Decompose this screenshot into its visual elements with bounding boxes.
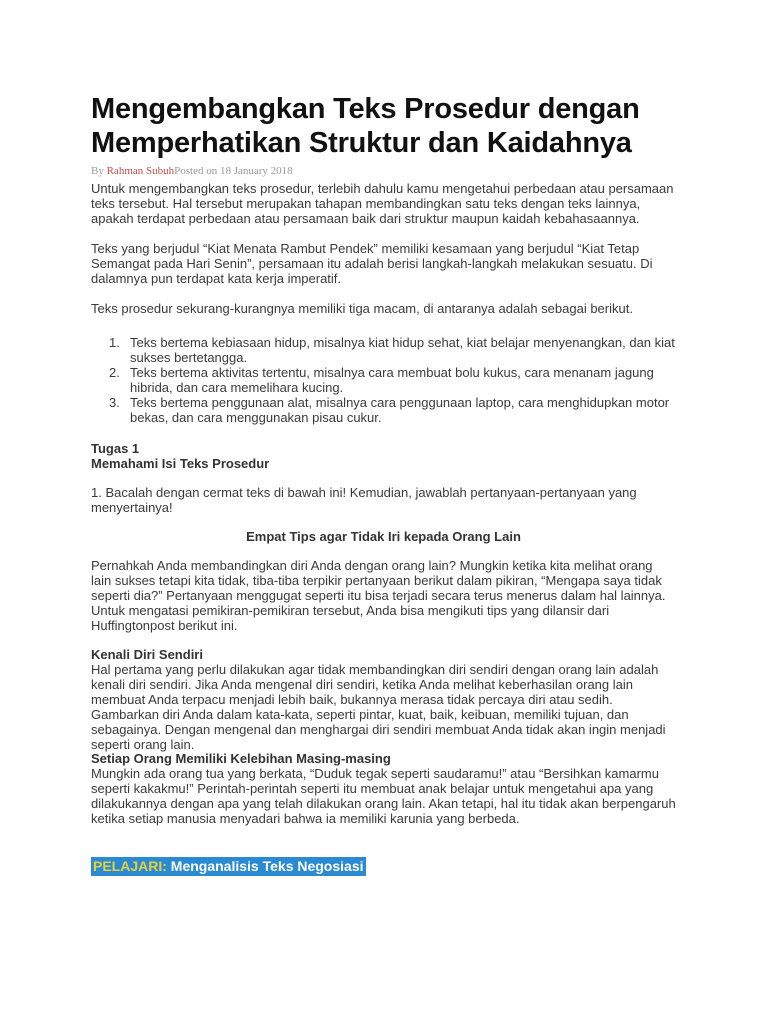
list-item: 3. Teks bertema penggunaan alat, misalnya cara penggunaan laptop, cara menghidupkan motor bekas, dan cara menggunakan pisau cukur. xyxy=(109,395,670,425)
comparison-paragraph: Teks yang berjudul “Kiat Menata Rambut Pendek” memiliki kesamaan yang berjudul “Kiat Tetap Semangat pada Hari Senin”, persamaan itu adalah berisi langkah-langkah melakukan sesuatu. Di dalamnya pun terdapat kata kerja imperatif. xyxy=(91,241,653,286)
author-link[interactable]: Rahman Subuh xyxy=(106,165,175,177)
types-paragraph: Teks prosedur sekurang-kurangnya memiliki tiga macam, di antaranya adalah sebagai berikut. xyxy=(91,301,633,316)
section2-heading: Setiap Orang Memiliki Kelebihan Masing-masing xyxy=(91,751,391,766)
section2-body: Mungkin ada orang tua yang berkata, “Duduk tegak seperti saudaramu!” atau “Bersihkan kamarmu seperti kakakmu!” Perintah-perintah seperti itu membuat anak belajar untuk mengetahui apa yang dilakukannya dengan apa yang telah dilakukan orang lain. Akan tetapi, hal itu tidak akan berpengaruh ketika setiap manusia menyadari bahwa ia memiliki karunia yang berbeda. xyxy=(91,766,676,826)
byline xyxy=(91,165,293,177)
cta-link-text[interactable]: Menganalisis Teks Negosiasi xyxy=(166,858,364,874)
types-list xyxy=(91,335,676,425)
intro-paragraph: Untuk mengembangkan teks prosedur, terlebih dahulu kamu mengetahui perbedaan atau persamaan teks tersebut. Hal tersebut merupakan tahapan membandingkan satu teks dengan teks lainnya, apakah terdapat perbedaan atau persamaan baik dari struktur maupun kaidah kebahasaannya. xyxy=(91,181,674,226)
task-subheading: Memahami Isi Teks Prosedur xyxy=(91,456,270,471)
cta-label: PELAJARI: xyxy=(93,858,167,874)
section1-heading: Kenali Diri Sendiri xyxy=(91,647,203,662)
task-instruction: 1. Bacalah dengan cermat teks di bawah ini! Kemudian, jawablah pertanyaan-pertanyaan yang menyertainya! xyxy=(91,485,637,515)
section1-body: Hal pertama yang perlu dilakukan agar tidak membandingkan diri sendiri dengan orang lain adalah kenali diri sendiri. Jika Anda mengenal diri sendiri, ketika Anda melihat keberhasilan orang lain membuat Anda terpacu menjadi lebih baik, bukannya merasa tidak percaya diri atau sedih. Gambarkan diri Anda dalam kata-kata, seperti pintar, kuat, baik, keibuan, memiliki tujuan, dan sebagainya. Dengan mengenal dan menghargai diri sendiri membuat Anda tidak akan ingin menjadi seperti orang lain. xyxy=(91,662,666,752)
article-title: Mengembangkan Teks Prosedur dengan Memperhatikan Struktur dan Kaidahnya xyxy=(91,93,640,159)
posted-date: Posted on 18 January 2018 xyxy=(174,165,293,177)
reading-intro: Pernahkah Anda membandingkan diri Anda dengan orang lain? Mungkin ketika kita melihat orang lain sukses tetapi kita tidak, tiba-tiba terpikir pertanyaan berikut dalam pikiran, “Mengapa saya tidak seperti dia?” Pertanyaan menggugat seperti itu bisa terjadi secara terus menerus dalam hal lainnya. Untuk mengatasi pemikiran-pemikiran tersebut, Anda bisa mengikuti tips yang dilansir dari Huffingtonpost berikut ini. xyxy=(91,558,666,633)
byline-by: By xyxy=(91,165,107,177)
reading-title: Empat Tips agar Tidak Iri kepada Orang Lain xyxy=(246,529,521,544)
related-article-link[interactable] xyxy=(91,857,366,876)
list-item: 2. Teks bertema aktivitas tertentu, misalnya cara membuat bolu kukus, cara menanam jagung hibrida, dan cara memelihara kucing. xyxy=(109,365,654,395)
task-heading: Tugas 1 xyxy=(91,441,140,456)
list-item: 1. Teks bertema kebiasaan hidup, misalnya kiat hidup sehat, kiat belajar menyenangkan, dan kiat sukses bertetangga. xyxy=(109,335,675,365)
